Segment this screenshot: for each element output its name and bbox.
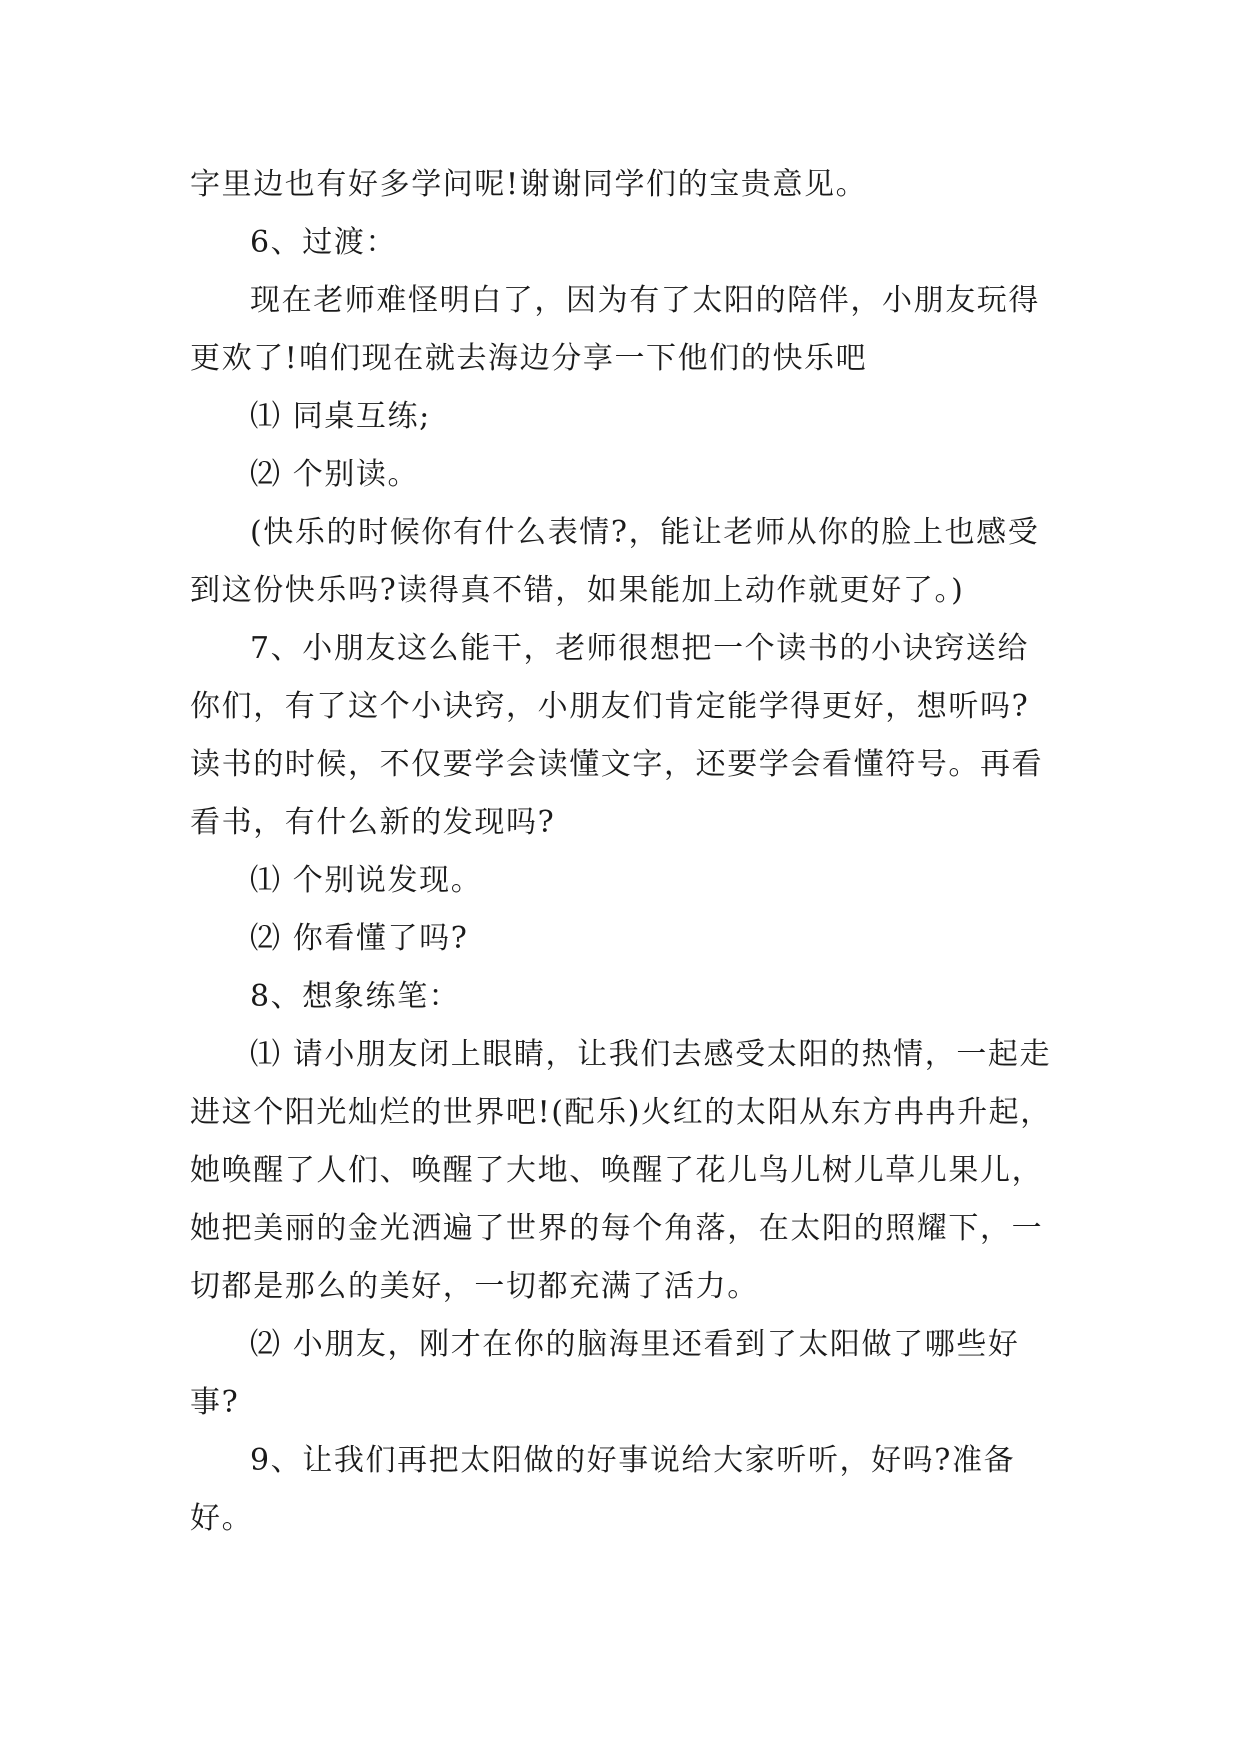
paragraph: ⑵ 你看懂了吗?: [250, 921, 469, 956]
paragraph: 6、过渡：: [250, 225, 398, 260]
paragraph: 现在老师难怪明白了，因为有了太阳的陪伴，小朋友玩得更欢了!咱们现在就去海边分享一下他们的快乐吧: [190, 283, 1040, 376]
paragraph: ⑴ 个别说发现。: [250, 863, 483, 898]
paragraph: 8、想象练笔：: [250, 979, 461, 1014]
paragraph: ⑴ 同桌互练;: [250, 399, 431, 434]
paragraph: 7、小朋友这么能干，老师很想把一个读书的小诀窍送给你们，有了这个小诀窍，小朋友们肯定能学得更好，想听吗?读书的时候，不仅要学会读懂文字，还要学会看懂符号。再看看书，有什么新的发现吗?: [190, 631, 1044, 840]
paragraph: 9、让我们再把太阳做的好事说给大家听听，好吗?准备好。: [190, 1443, 1016, 1536]
paragraph: ⑵ 小朋友，刚才在你的脑海里还看到了太阳做了哪些好事?: [190, 1327, 1020, 1420]
paragraph: ⑴ 请小朋友闭上眼睛，让我们去感受太阳的热情，一起走进这个阳光灿烂的世界吧!(配乐)火红的太阳从东方冉冉升起，她唤醒了人们、唤醒了大地、唤醒了花儿鸟儿树儿草儿果儿，她把美丽的金光洒遍了世界的每个角落，在太阳的照耀下，一切都是那么的美好，一切都充满了活力。: [190, 1037, 1052, 1304]
paragraph: ⑵ 个别读。: [250, 457, 420, 492]
paragraph: (快乐的时候你有什么表情?，能让老师从你的脸上也感受到这份快乐吗?读得真不错，如果能加上动作就更好了。): [190, 515, 1040, 608]
paragraph: 字里边也有好多学问呢!谢谢同学们的宝贵意见。: [190, 167, 868, 202]
document-body: [190, 156, 1060, 1548]
